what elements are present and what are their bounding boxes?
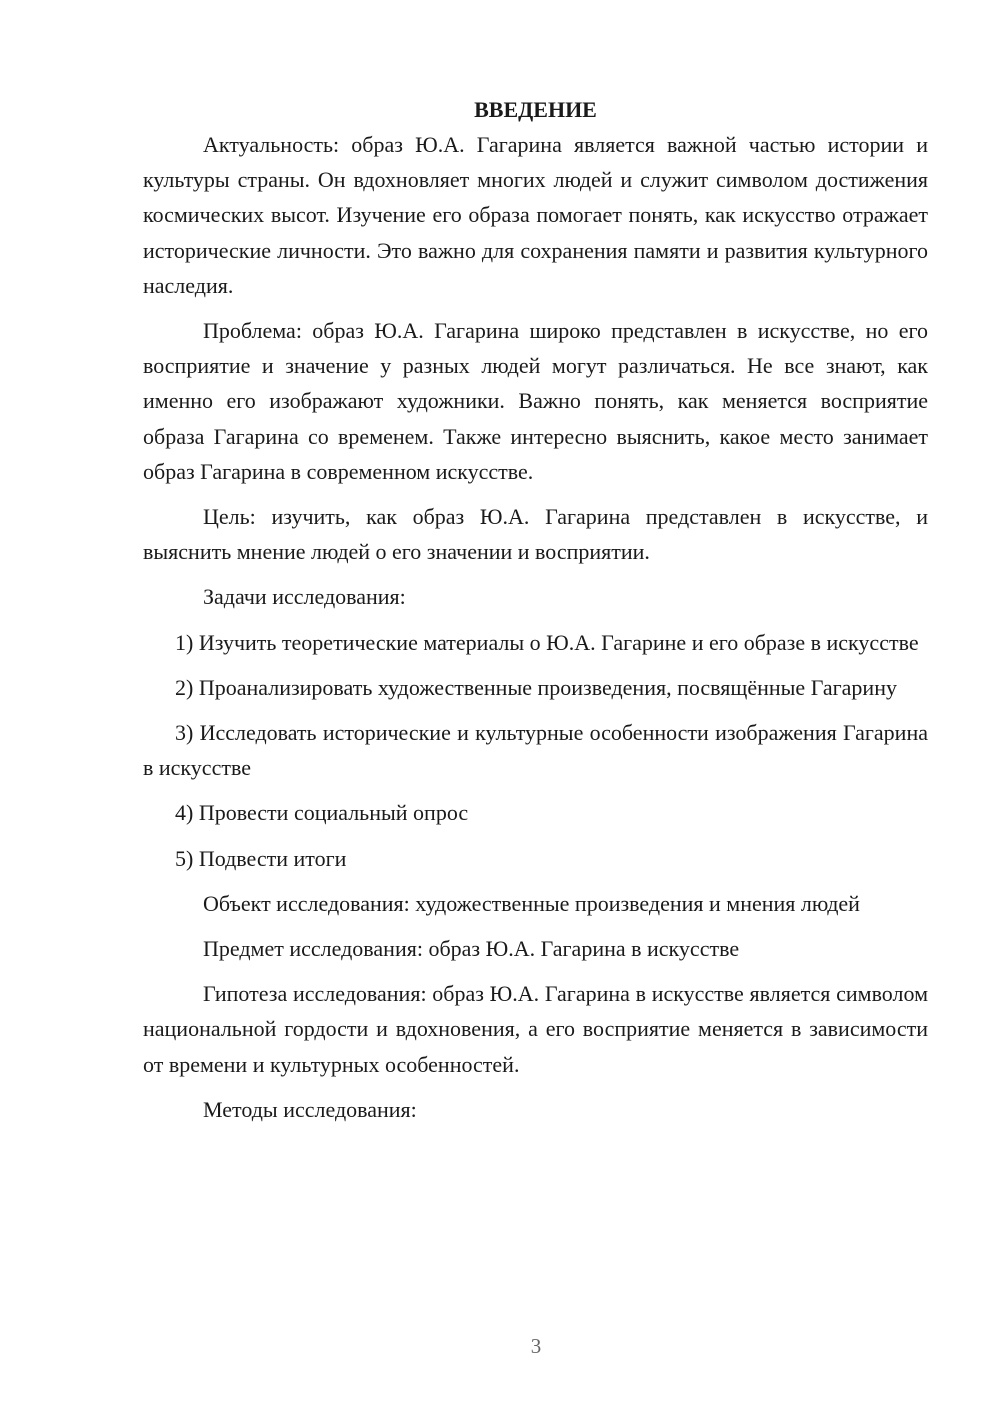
relevance-paragraph: Актуальность: образ Ю.А. Гагарина является важной частью истории и культуры страны. Он вдохновляет многих людей и служит символом достижения космических высот. Изучение его образа помогает понять, как искусство отражает исторические личности. Это важно для сохранения памяти и развития культурного наследия. — [143, 132, 928, 298]
methods-title: Методы исследования: — [203, 1096, 417, 1122]
page-number: 3 — [530, 1334, 542, 1358]
task-item-3: 3) Исследовать исторические и культурные особенности изображения Гагарина в искусстве — [143, 720, 928, 781]
page-title: ВВЕДЕНИЕ — [474, 97, 597, 122]
object-paragraph: Объект исследования: художественные произведения и мнения людей — [203, 890, 860, 916]
hypothesis-paragraph: Гипотеза исследования: образ Ю.А. Гагарина в искусстве является символом национальной гордости и вдохновения, а его восприятие меняется в зависимости от времени и культурных особенностей. — [143, 981, 928, 1077]
task-item-5: 5) Подвести итоги — [175, 845, 347, 871]
task-item-1: 1) Изучить теоретические материалы о Ю.А. Гагарине и его образе в искусстве — [175, 629, 919, 655]
goal-paragraph: Цель: изучить, как образ Ю.А. Гагарина представлен в искусстве, и выяснить мнение людей о его значении и восприятии. — [143, 504, 928, 565]
task-item-2: 2) Проанализировать художественные произведения, посвящённые Гагарину — [175, 674, 897, 700]
tasks-title: Задачи исследования: — [203, 584, 406, 610]
task-item-4: 4) Провести социальный опрос — [175, 800, 469, 826]
problem-paragraph: Проблема: образ Ю.А. Гагарина широко представлен в искусстве, но его восприятие и значение у разных людей могут различаться. Не все знают, как именно его изображают художники. Важно понять, как меняется восприятие образа Гагарина со временем. Также интересно выяснить, какое место занимает образ Гагарина в современном искусстве. — [143, 318, 928, 484]
document-page — [143, 92, 928, 1137]
subject-paragraph: Предмет исследования: образ Ю.А. Гагарина в искусстве — [203, 936, 740, 962]
